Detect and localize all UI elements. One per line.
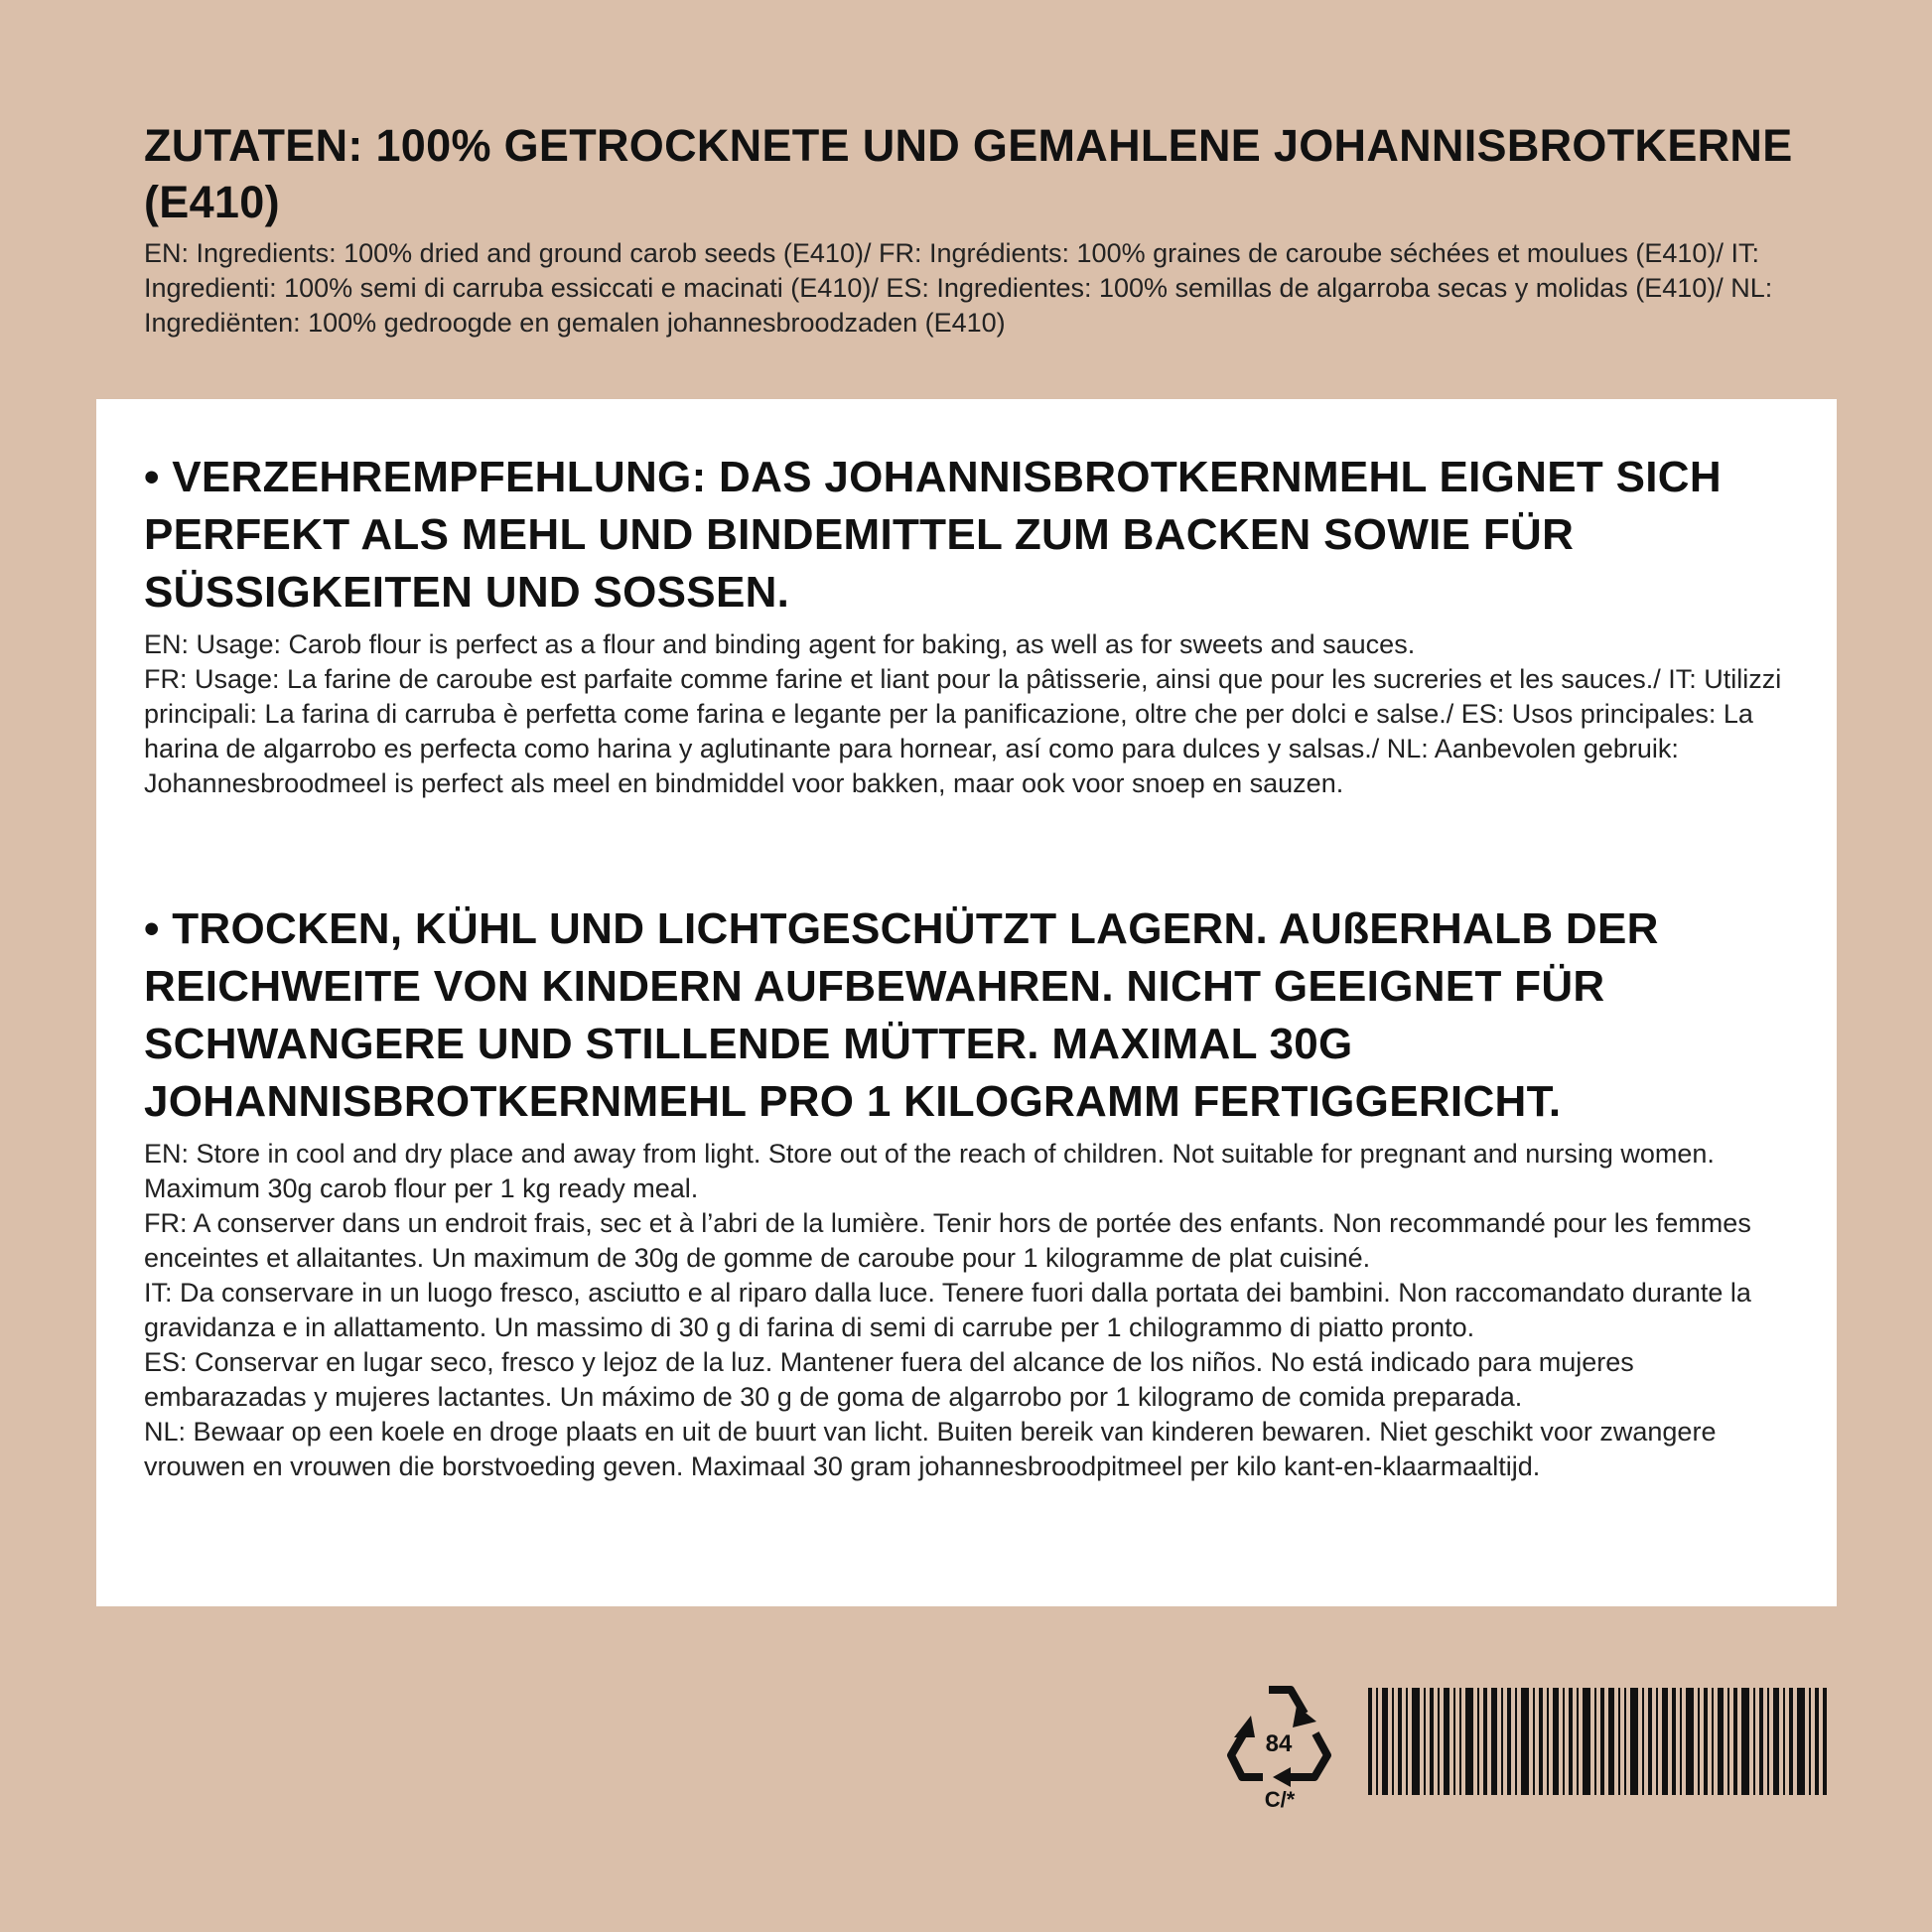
barcode-icon — [1368, 1688, 1827, 1795]
storage-translation-es: ES: Conservar en lugar seco, fresco y lejoz de la luz. Mantener fuera del alcance de los niños. No está indicado para mujeres embarazadas y mujeres lactantes. Un máximo de 30 g de goma de algarrobo por 1 kilogramo de comida preparada. — [144, 1347, 1634, 1412]
usage-translation-others: FR: Usage: La farine de caroube est parfaite comme farine et liant pour la pâtisserie, ainsi que pour les sucreries et les sauces./ IT: Utilizzi principali: La farina di carruba è perfetta come farina e legante per la panificazione, oltre che per dolci e salse./ ES: Usos principales: La harina de algarrobo es perfecta como harina y aglutinante para hornear, así como para dulces y salsas./ NL: Aanbevolen gebruik: Johannesbroodmeel is perfect als meel en bindmiddel voor bakken, maar ook voor snoep en sauzen. — [144, 664, 1782, 798]
storage-translation-nl: NL: Bewaar op een koele en droge plaats en uit de buurt van licht. Buiten bereik van kinderen bewaren. Niet geschikt voor zwangere vrouwen en vrouwen die borstvoeding geven. Maximaal 30 gram johannesbroodpitmeel per kilo kant-en-klaarmaaltijd. — [144, 1417, 1717, 1481]
ingredients-heading: ZUTATEN: 100% GETROCKNETE UND GEMAHLENE JOHANNISBROTKERNE (E410) — [144, 120, 1793, 227]
usage-translation-en: EN: Usage: Carob flour is perfect as a flour and binding agent for baking, as well as for sweets and sauces. — [144, 629, 1416, 659]
storage-translation-fr: FR: A conserver dans un endroit frais, sec et à l’abri de la lumière. Tenir hors de portée des enfants. Non recommandé pour les femmes enceintes et allaitantes. Un maximum de 30g de gomme de caroube pour 1 kilogramme de plat cuisiné. — [144, 1208, 1751, 1273]
packaging-marks — [1225, 1678, 1831, 1827]
storage-translation-en: EN: Store in cool and dry place and away from light. Store out of the reach of children. Not suitable for pregnant and nursing women. Maximum 30g carob flour per 1 kg ready meal. — [144, 1139, 1715, 1203]
usage-section — [144, 449, 1802, 801]
storage-translation-it: IT: Da conservare in un luogo fresco, asciutto e al riparo dalla luce. Tenere fuori dalla portata dei bambini. Non raccomandato durante la gravidanza e in allattamento. Un massimo di 30 g di farina di semi di carrube per 1 chilogrammo di piatto pronto. — [144, 1278, 1751, 1342]
recycling-triangle-icon — [1225, 1678, 1334, 1817]
ingredients-translation: EN: Ingredients: 100% dried and ground carob seeds (E410)/ FR: Ingrédients: 100% graines de caroube séchées et moulues (E410)/ IT: Ingredienti: 100% semi di carruba essiccati e macinati (E410)/ ES: Ingredientes: 100% semillas de algarroba secas y molidas (E410)/ NL: Ingrediënten: 100% gedroogde en gemalen johannesbroodzaden (E410) — [144, 238, 1773, 338]
recycling-code: 84 — [1265, 1730, 1293, 1757]
recycling-material: C/* — [1264, 1787, 1296, 1812]
storage-heading: • TROCKEN, KÜHL UND LICHTGESCHÜTZT LAGERN. AUßERHALB DER REICHWEITE VON KINDERN AUFBEWAHREN. NICHT GEEIGNET FÜR SCHWANGERE UND STILLENDE MÜTTER. MAXIMAL 30G JOHANNISBROTKERNMEHL PRO 1 KILOGRAMM FERTIGGERICHT. — [144, 904, 1659, 1126]
ingredients-section — [144, 117, 1822, 341]
info-panel — [96, 399, 1837, 1606]
storage-translations — [144, 1137, 1802, 1484]
usage-heading: • VERZEHREMPFEHLUNG: DAS JOHANNISBROTKERNMEHL EIGNET SICH PERFEKT ALS MEHL UND BINDEMITTEL ZUM BACKEN SOWIE FÜR SÜSSIGKEITEN UND SOSSEN. — [144, 453, 1722, 617]
usage-translations — [144, 627, 1802, 801]
storage-section — [144, 900, 1802, 1484]
